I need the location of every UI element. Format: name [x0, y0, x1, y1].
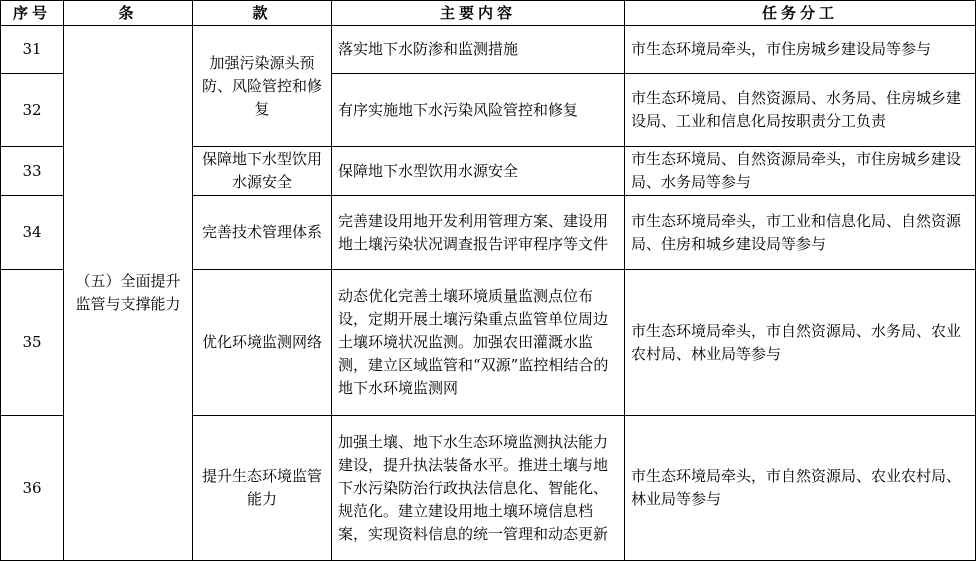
section-cell — [64, 26, 193, 561]
content-cell: 落实地下水防渗和监测措施 — [332, 26, 625, 74]
content-cell: 保障地下水型饮用水源安全 — [332, 147, 625, 196]
table-header-row — [1, 1, 976, 26]
row-number: 35 — [1, 270, 64, 416]
header-kuan: 款 — [193, 1, 332, 26]
section-label: （五）全面提升监管与支撑能力 — [75, 272, 181, 313]
kuan-cell: 加强污染源头预防、风险管控和修复 — [193, 26, 332, 147]
row-number: 34 — [1, 196, 64, 270]
header-content: 主要内容 — [332, 1, 625, 26]
division-cell: 市生态环境局、自然资源局、水务局、住房城乡建设局、工业和信息化局按职责分工负责 — [625, 74, 976, 147]
division-cell: 市生态环境局牵头，市住房城乡建设局等参与 — [625, 26, 976, 74]
division-cell: 市生态环境局牵头，市工业和信息化局、自然资源局、住房和城乡建设局等参与 — [625, 196, 976, 270]
header-no: 序号 — [1, 1, 64, 26]
kuan-cell: 完善技术管理体系 — [193, 196, 332, 270]
row-number: 32 — [1, 74, 64, 147]
kuan-cell: 提升生态环境监管能力 — [193, 416, 332, 561]
division-cell: 市生态环境局、自然资源局牵头，市住房城乡建设局、水务局等参与 — [625, 147, 976, 196]
kuan-cell: 优化环境监测网络 — [193, 270, 332, 416]
content-cell: 加强土壤、地下水生态环境监测执法能力建设，提升执法装备水平。推进土壤与地下水污染防治行政执法信息化、智能化、规范化。建立建设用地土壤环境信息档案，实现资料信息的统一管理和动态更新 — [332, 416, 625, 561]
table-row — [1, 26, 976, 74]
content-cell: 动态优化完善土壤环境质量监测点位布设，定期开展土壤污染重点监管单位周边土壤环境状况监测。加强农田灌溉水监测，建立区域监管和“双源”监控相结合的地下水环境监测网 — [332, 270, 625, 416]
division-cell: 市生态环境局牵头，市自然资源局、农业农村局、林业局等参与 — [625, 416, 976, 561]
content-cell: 完善建设用地开发利用管理方案、建设用地土壤污染状况调查报告评审程序等文件 — [332, 196, 625, 270]
header-division: 任务分工 — [625, 1, 976, 26]
header-tiao: 条 — [64, 1, 193, 26]
row-number: 36 — [1, 416, 64, 561]
kuan-cell: 保障地下水型饮用水源安全 — [193, 147, 332, 196]
division-cell: 市生态环境局牵头，市自然资源局、水务局、农业农村局、林业局等参与 — [625, 270, 976, 416]
row-number: 31 — [1, 26, 64, 74]
content-cell: 有序实施地下水污染风险管控和修复 — [332, 74, 625, 147]
row-number: 33 — [1, 147, 64, 196]
